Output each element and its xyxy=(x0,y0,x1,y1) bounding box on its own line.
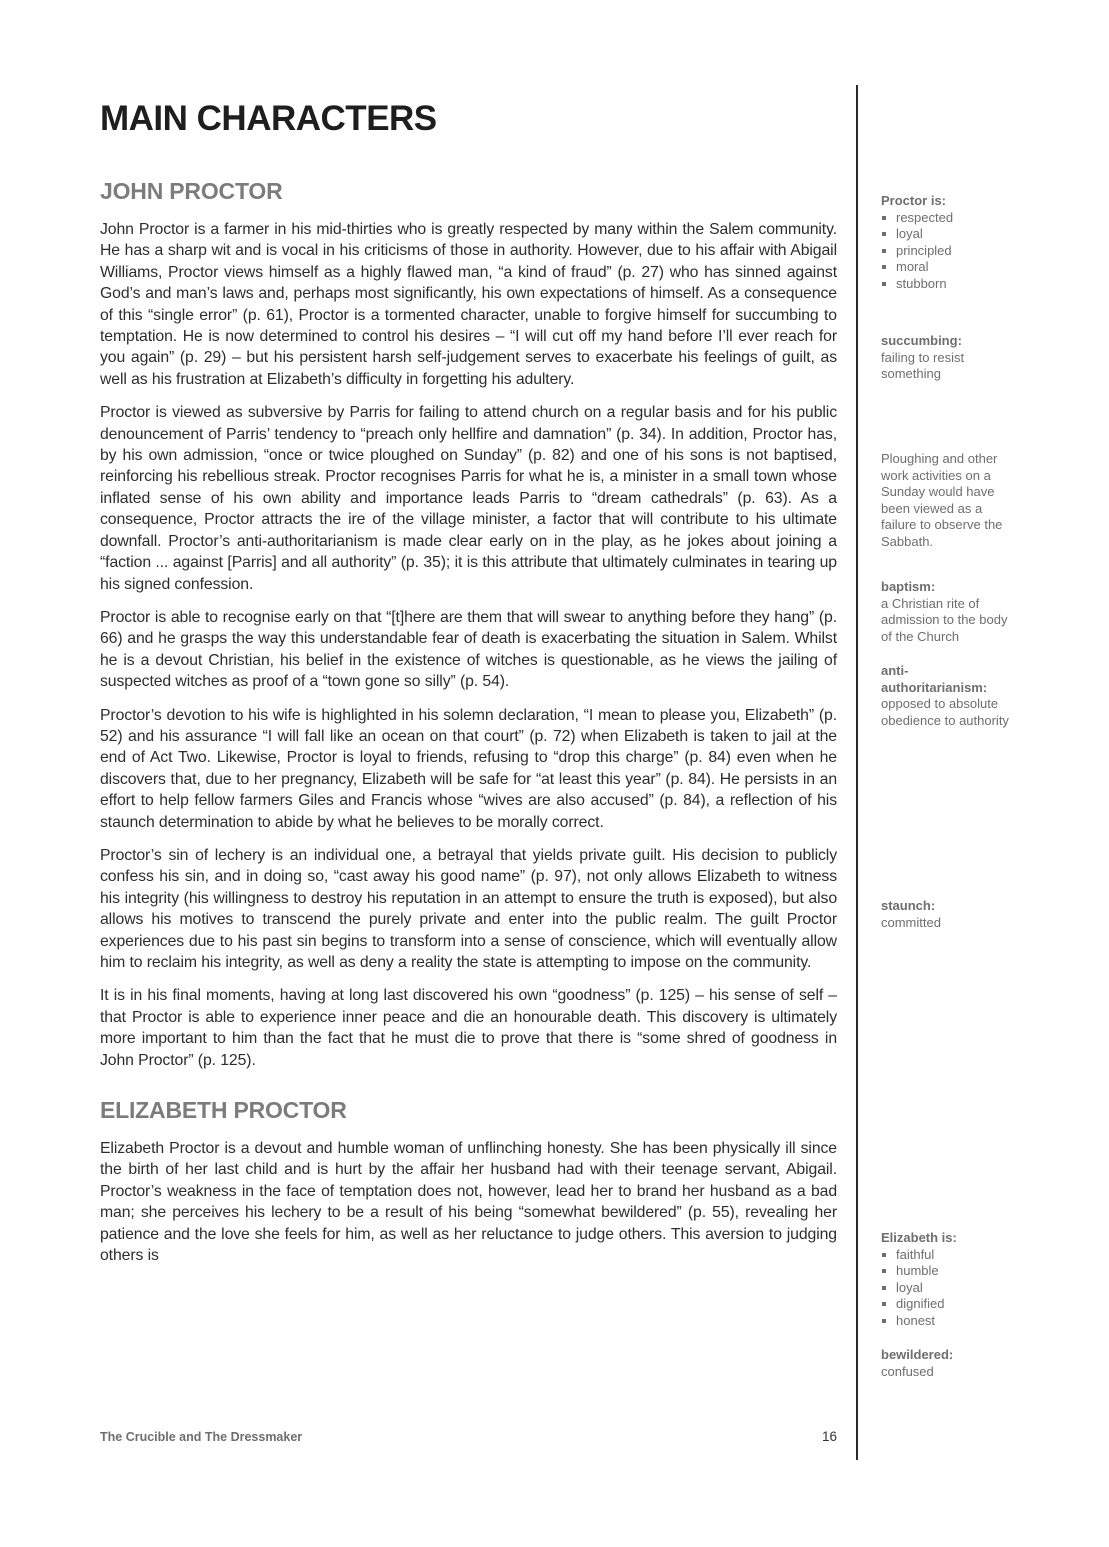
sidebar-list-title: Elizabeth is: xyxy=(881,1230,957,1245)
paragraph: It is in his final moments, having at long last discovered his own “goodness” (p. 125) – his sense of self – that Proctor is able to experience inner peace and die an honourable death. This discovery is ultimately more important to him than the fact that he must die to prove that there is “some shred of goodness in John Proctor” (p. 125). xyxy=(100,987,837,1069)
bullet-icon xyxy=(882,265,886,269)
sidebar-divider-line xyxy=(856,85,858,1460)
paragraph: John Proctor is a farmer in his mid-thirties who is greatly respected by many within the Salem community. He has a sharp wit and is vocal in his criticisms of those in authority. However, due to his affair with Abigail Williams, Proctor views himself as a highly flawed man, “a kind of fraud” (p. 27) who has sinned against God’s and man’s laws and, perhaps most significantly, his own expectations of himself. As a consequence of this “single error” (p. 61), Proctor is a tormented character, unable to forgive himself for succumbing to temptation. He is now determined to control his desires – “I will cut off my hand before I’ll ever reach for you again” (p. 29) – but his persistent harsh self-judgement serves to exacerbate his feelings of guilt, as well as his frustration at Elizabeth’s difficulty in forgetting his adultery. xyxy=(100,221,837,388)
list-item: humble xyxy=(881,1263,1013,1280)
sidebar-definition-staunch xyxy=(881,898,1013,931)
definition-term: bewildered: xyxy=(881,1347,954,1362)
definition-term: baptism: xyxy=(881,579,936,594)
list-item: loyal xyxy=(881,226,1013,243)
list-item: principled xyxy=(881,243,1013,260)
definition-term: staunch: xyxy=(881,898,936,913)
definition-text: failing to resist something xyxy=(881,349,965,381)
bullet-icon xyxy=(882,1319,886,1323)
page-title: MAIN CHARACTERS xyxy=(100,99,437,138)
list-item: dignified xyxy=(881,1296,1013,1313)
footer-page-number: 16 xyxy=(821,1429,837,1444)
list-item: honest xyxy=(881,1313,1013,1330)
main-text-column xyxy=(100,100,837,1278)
bullet-icon xyxy=(882,1286,886,1290)
sidebar-definition-succumbing xyxy=(881,333,1013,383)
sidebar-definition-anti-authoritarianism xyxy=(881,663,1013,729)
margin-note-text: Ploughing and other work activities on a Sunday would have been viewed as a failure to observe the Sabbath. xyxy=(881,451,1003,549)
sidebar-note-elizabeth-traits xyxy=(881,1230,1013,1329)
definition-text: a Christian rite of admission to the body of the Church xyxy=(881,595,1008,644)
paragraph: Elizabeth Proctor is a devout and humble woman of unflinching honesty. She has been physically ill since the birth of her last child and is hurt by the affair her husband had with their teenage servant, Abigail. Proctor’s weakness in the face of temptation does not, however, lead her to brand her husband as a bad man; she perceives his lechery to be a result of his being “somewhat bewildered” (p. 55), revealing her patience and the love she feels for him, as well as her reluctance to judge others. This aversion to judging others is xyxy=(100,1140,837,1265)
paragraph: Proctor’s sin of lechery is an individual one, a betrayal that yields private guilt. His decision to publicly confess his sin, and in doing so, “cast away his good name” (p. 97), not only allows Elizabeth to witness his integrity (his willingness to destroy his reputation in an attempt to ensure the truth is exposed), but also allows his motives to transcend the purely private and enter into the public realm. The guilt Proctor experiences due to his past sin begins to transform into a sense of conscience, which will eventually allow him to reclaim his integrity, as well as deny a reality the state is attempting to impose on the community. xyxy=(100,846,837,971)
list-item: moral xyxy=(881,259,1013,276)
bullet-icon xyxy=(882,1253,886,1257)
definition-text: opposed to absolute obedience to authority xyxy=(881,696,1009,728)
sidebar-definition-bewildered xyxy=(881,1347,1013,1380)
sidebar-note-proctor-traits xyxy=(881,193,1013,292)
paragraph: Proctor is viewed as subversive by Parris for failing to attend church on a regular basis and for his public denouncement of Parris’ tendency to “preach only hellfire and damnation” (p. 34). In addition, Proctor has, by his own admission, “once or twice ploughed on Sunday” (p. 82) and one of his sons is not baptised, reinforcing his rebellious streak. Proctor recognises Parris for what he is, a minister in a small town whose inflated sense of his own ability and importance leads Parris to “dream cathedrals” (p. 63). As a consequence, Proctor attracts the ire of the village minister, a factor that will contribute to his ultimate downfall. Proctor’s anti-authoritarianism is made clear early on in the play, as he jokes about joining a “faction ... against [Parris] and all authority” (p. 35); it is this attribute that ultimately culminates in tearing up his signed confession. xyxy=(100,404,837,593)
list-item: faithful xyxy=(881,1247,1013,1264)
sidebar-definition-baptism xyxy=(881,579,1013,645)
sidebar-note-ploughing xyxy=(881,451,1013,550)
footer-book-title: The Crucible and The Dressmaker xyxy=(100,1430,303,1444)
bullet-icon xyxy=(882,1269,886,1273)
section-elizabeth-proctor xyxy=(100,1097,837,1266)
list-item: respected xyxy=(881,210,1013,227)
definition-term: anti-authoritarianism: xyxy=(881,663,988,695)
definition-text: committed xyxy=(881,914,941,930)
list-item: loyal xyxy=(881,1280,1013,1297)
list-item: stubborn xyxy=(881,276,1013,293)
paragraph: Proctor’s devotion to his wife is highlighted in his solemn declaration, “I mean to please you, Elizabeth” (p. 52) and his assurance “I will fall like an ocean on that court” (p. 72) when Elizabeth is taken to jail at the end of Act Two. Likewise, Proctor is loyal to friends, refusing to “drop this charge” (p. 84) even when he discovers that, due to her pregnancy, Elizabeth will be safe for “at least this year” (p. 84). He persists in an effort to help fellow farmers Giles and Francis whose “wives are also accused” (p. 84), a reflection of his staunch determination to abide by what he believes to be morally correct. xyxy=(100,706,837,831)
bullet-icon xyxy=(882,1302,886,1306)
paragraph: Proctor is able to recognise early on that “[t]here are them that will swear to anything before they hang” (p. 66) and he grasps the way this understandable fear of death is exacerbating the situation in Salem. Whilst he is a devout Christian, his belief in the existence of witches is questionable, as he views the jailing of suspected witches as proof of a “town gone so silly” (p. 54). xyxy=(100,608,837,691)
bullet-icon xyxy=(882,282,886,286)
sidebar-list-title: Proctor is: xyxy=(881,193,947,208)
section-heading-john-proctor: JOHN PROCTOR xyxy=(100,178,283,204)
section-heading-elizabeth-proctor: ELIZABETH PROCTOR xyxy=(100,1097,347,1124)
definition-text: confused xyxy=(881,1363,934,1379)
bullet-icon xyxy=(882,249,886,253)
bullet-icon xyxy=(882,216,886,220)
section-john-proctor xyxy=(100,178,837,1071)
bullet-icon xyxy=(882,232,886,236)
definition-term: succumbing: xyxy=(881,333,962,348)
